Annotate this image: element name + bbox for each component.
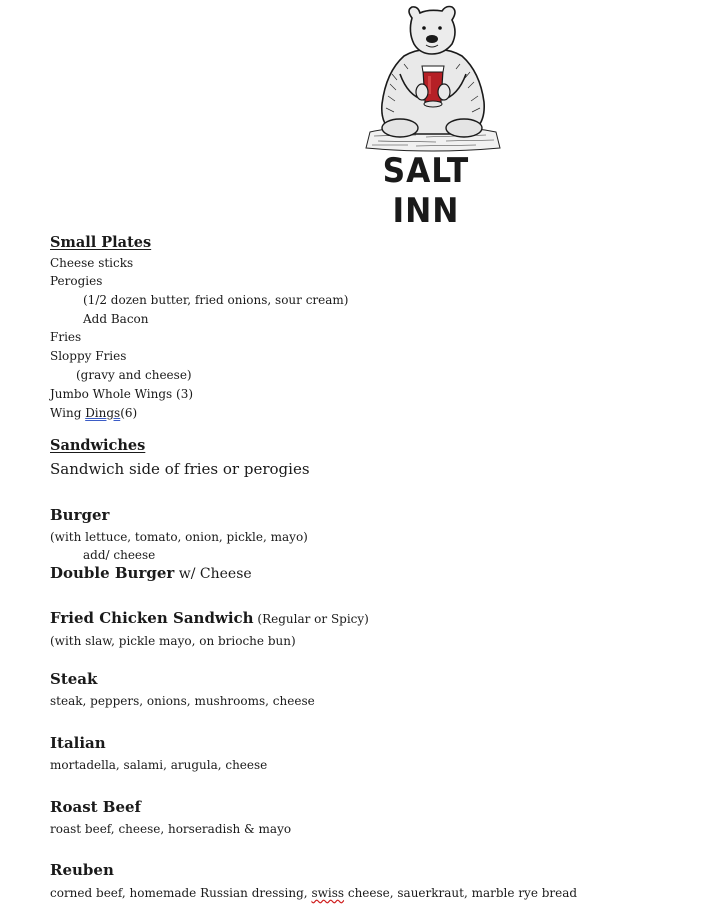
menu-item-italian-description: mortadella, salami, arugula, cheese — [50, 758, 268, 772]
fried-chicken-name: Fried Chicken Sandwich — [50, 609, 254, 627]
menu-item-roast-beef-description: roast beef, cheese, horseradish & mayo — [50, 822, 292, 836]
menu-item-fries: Fries — [50, 330, 82, 344]
menu-item-roast-beef: Roast Beef — [50, 798, 142, 816]
menu-item-cheese-sticks: Cheese sticks — [50, 256, 134, 270]
menu-item-perogies: Perogies — [50, 274, 103, 288]
menu-item-burger-addon: add/ cheese — [83, 548, 156, 562]
menu-item-burger: Burger — [50, 506, 110, 524]
wing-dings-suffix: (6) — [120, 406, 138, 420]
menu-item-fried-chicken-description: (with slaw, pickle mayo, on brioche bun) — [50, 634, 296, 648]
menu-item-perogies-description: (1/2 dozen butter, fried onions, sour cream) — [83, 293, 349, 307]
wing-dings-word: Dings — [85, 406, 121, 420]
menu-item-wing-dings — [50, 405, 137, 421]
menu-item-steak: Steak — [50, 670, 98, 688]
menu-item-sloppy-fries: Sloppy Fries — [50, 349, 127, 363]
menu-item-steak-description: steak, peppers, onions, mushrooms, cheese — [50, 694, 315, 708]
sandwiches-side-note: Sandwich side of fries or perogies — [50, 460, 310, 478]
wing-dings-prefix: Wing — [50, 406, 86, 420]
section-title-small-plates: Small Plates — [50, 234, 152, 251]
double-burger-name: Double Burger — [50, 564, 175, 582]
reuben-desc-after: cheese, sauerkraut, marble rye bread — [344, 886, 578, 900]
menu-item-reuben: Reuben — [50, 861, 114, 879]
fried-chicken-option: (Regular or Spicy) — [253, 612, 369, 626]
menu-item-sloppy-fries-description: (gravy and cheese) — [76, 368, 192, 382]
menu-item-reuben-description — [50, 885, 577, 901]
reuben-desc-spell: swiss — [311, 886, 345, 900]
menu-item-double-burger — [50, 565, 252, 582]
menu-item-jumbo-wings: Jumbo Whole Wings (3) — [50, 387, 194, 401]
reuben-desc-before: corned beef, homemade Russian dressing, — [50, 886, 312, 900]
menu-item-perogies-addon: Add Bacon — [83, 312, 149, 326]
menu-item-burger-description: (with lettuce, tomato, onion, pickle, mayo) — [50, 530, 308, 544]
double-burger-suffix: w/ Cheese — [174, 566, 252, 582]
brand-name: SALT INN — [382, 151, 470, 231]
menu-item-italian: Italian — [50, 734, 106, 752]
section-title-sandwiches: Sandwiches — [50, 437, 146, 454]
menu-item-fried-chicken-sandwich — [50, 610, 369, 627]
